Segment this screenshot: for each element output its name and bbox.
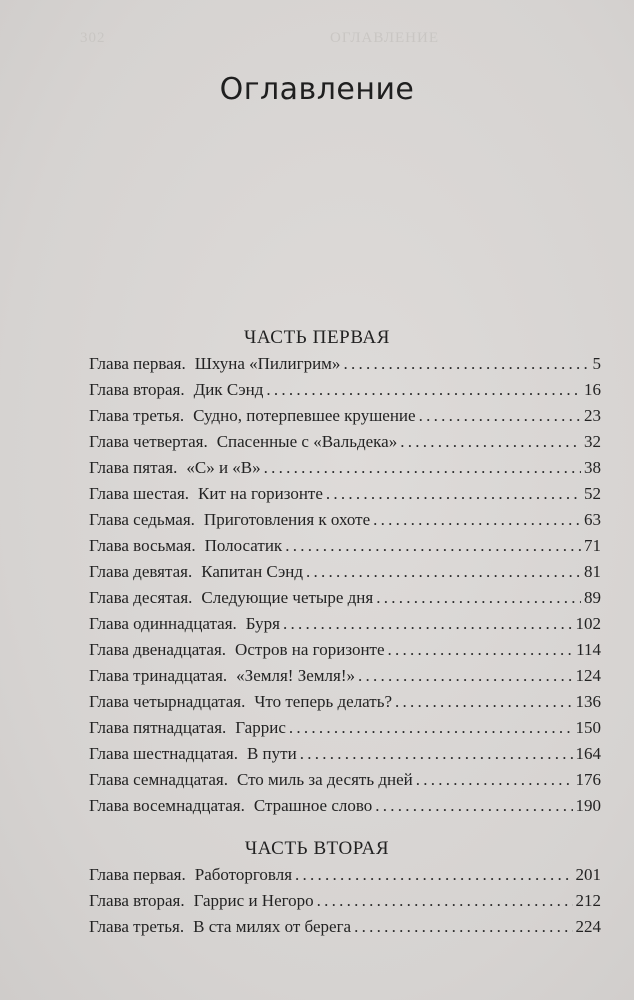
toc-entry[interactable] xyxy=(89,455,601,481)
bleed-through-header xyxy=(80,30,600,48)
toc-dot-leader xyxy=(283,611,573,637)
toc-dot-leader xyxy=(375,793,572,819)
toc-dot-leader xyxy=(326,481,581,507)
toc-page-number: 164 xyxy=(575,744,601,763)
toc-dot-leader xyxy=(376,585,581,611)
toc-entry[interactable] xyxy=(89,637,601,663)
toc-chapter-label: Глава четырнадцатая. xyxy=(89,692,246,711)
toc-dot-leader xyxy=(395,689,572,715)
toc-chapter-title: Гаррис xyxy=(235,718,286,737)
toc-chapter-title: В пути xyxy=(246,744,297,763)
toc-chapter-label: Глава семнадцатая. xyxy=(89,770,228,789)
toc-page-number: 212 xyxy=(575,891,601,910)
toc-entry[interactable] xyxy=(89,481,601,507)
toc-chapter-label: Глава одиннадцатая. xyxy=(89,614,237,633)
toc-page-number: 38 xyxy=(584,458,601,477)
toc-chapter-label: Глава первая. xyxy=(89,865,186,884)
page-title: Оглавление xyxy=(219,72,415,107)
part-two-toc xyxy=(89,862,601,940)
toc-chapter-label: Глава шестая. xyxy=(89,484,190,503)
toc-page-number: 136 xyxy=(575,692,601,711)
toc-page-number: 16 xyxy=(584,380,601,399)
toc-chapter-title: «С» и «В» xyxy=(186,458,261,477)
toc-chapter-label: Глава восьмая. xyxy=(89,536,196,555)
toc-dot-leader xyxy=(388,637,574,663)
toc-dot-leader xyxy=(317,888,573,914)
toc-entry[interactable] xyxy=(89,715,601,741)
toc-chapter-label: Глава восемнадцатая. xyxy=(89,796,245,815)
toc-chapter-label: Глава седьмая. xyxy=(89,510,195,529)
toc-entry[interactable] xyxy=(89,507,601,533)
toc-chapter-title: Судно, потерпевшее крушение xyxy=(193,406,416,425)
toc-entry[interactable] xyxy=(89,403,601,429)
toc-chapter-title: Что теперь делать? xyxy=(254,692,393,711)
toc-dot-leader xyxy=(306,559,581,585)
toc-entry[interactable] xyxy=(89,741,601,767)
toc-chapter-title: Страшное слово xyxy=(253,796,373,815)
toc-page-number: 71 xyxy=(584,536,601,555)
toc-chapter-label: Глава десятая. xyxy=(89,588,193,607)
toc-page-number: 5 xyxy=(592,354,601,373)
toc-chapter-title: Гаррис и Негоро xyxy=(193,891,314,910)
toc-chapter-title: Полосатик xyxy=(204,536,283,555)
toc-chapter-title: Спасенные с «Вальдека» xyxy=(216,432,398,451)
toc-dot-leader xyxy=(373,507,581,533)
toc-chapter-label: Глава вторая. xyxy=(89,891,185,910)
toc-entry[interactable] xyxy=(89,585,601,611)
toc-page-number: 124 xyxy=(575,666,601,685)
toc-entry[interactable] xyxy=(89,533,601,559)
bleed-through-running-head: ОГЛАВЛЕНИЕ xyxy=(330,30,439,46)
toc-dot-leader xyxy=(285,533,581,559)
toc-chapter-title: Остров на горизонте xyxy=(235,640,385,659)
toc-page-number: 63 xyxy=(584,510,601,529)
toc-dot-leader xyxy=(400,429,581,455)
toc-dot-leader xyxy=(289,715,573,741)
toc-entry[interactable] xyxy=(89,862,601,888)
toc-entry[interactable] xyxy=(89,611,601,637)
toc-dot-leader xyxy=(300,741,573,767)
toc-chapter-label: Глава девятая. xyxy=(89,562,193,581)
toc-page-number: 201 xyxy=(575,865,601,884)
toc-dot-leader xyxy=(295,862,572,888)
toc-chapter-title: В ста милях от берега xyxy=(193,917,352,936)
toc-page-number: 32 xyxy=(584,432,601,451)
toc-page-number: 150 xyxy=(575,718,601,737)
toc-dot-leader xyxy=(343,351,589,377)
toc-chapter-label: Глава пятнадцатая. xyxy=(89,718,227,737)
toc-chapter-label: Глава шестнадцатая. xyxy=(89,744,238,763)
toc-page-number: 23 xyxy=(584,406,601,425)
toc-page-number: 52 xyxy=(584,484,601,503)
toc-page-number: 114 xyxy=(576,640,601,659)
part-two-heading: ЧАСТЬ ВТОРАЯ xyxy=(244,838,390,859)
toc-entry[interactable] xyxy=(89,888,601,914)
toc-entry[interactable] xyxy=(89,351,601,377)
toc-entry[interactable] xyxy=(89,689,601,715)
part-one-heading: ЧАСТЬ ПЕРВАЯ xyxy=(243,327,391,348)
toc-entry[interactable] xyxy=(89,377,601,403)
toc-chapter-label: Глава первая. xyxy=(89,354,186,373)
toc-chapter-label: Глава вторая. xyxy=(89,380,185,399)
toc-page-number: 89 xyxy=(584,588,601,607)
toc-page-number: 81 xyxy=(584,562,601,581)
toc-chapter-title: Шхуна «Пилигрим» xyxy=(194,354,341,373)
toc-chapter-label: Глава пятая. xyxy=(89,458,178,477)
toc-entry[interactable] xyxy=(89,429,601,455)
toc-dot-leader xyxy=(416,767,573,793)
toc-entry[interactable] xyxy=(89,559,601,585)
toc-chapter-title: Капитан Сэнд xyxy=(201,562,304,581)
toc-entry[interactable] xyxy=(89,767,601,793)
part-one-toc xyxy=(89,351,601,819)
toc-chapter-title: Следующие четыре дня xyxy=(201,588,374,607)
toc-chapter-title: Сто миль за десять дней xyxy=(236,770,413,789)
toc-dot-leader xyxy=(354,914,572,940)
toc-chapter-title: Приготовления к охоте xyxy=(203,510,371,529)
toc-chapter-label: Глава двенадцатая. xyxy=(89,640,227,659)
toc-dot-leader xyxy=(419,403,581,429)
toc-entry[interactable] xyxy=(89,663,601,689)
toc-entry[interactable] xyxy=(89,914,601,940)
toc-dot-leader xyxy=(264,455,581,481)
toc-page-number: 190 xyxy=(575,796,601,815)
toc-dot-leader xyxy=(358,663,573,689)
toc-page-number: 176 xyxy=(575,770,601,789)
toc-page-number: 224 xyxy=(575,917,601,936)
toc-chapter-label: Глава четвертая. xyxy=(89,432,208,451)
toc-chapter-label: Глава третья. xyxy=(89,406,185,425)
toc-entry[interactable] xyxy=(89,793,601,819)
toc-chapter-title: «Земля! Земля!» xyxy=(236,666,355,685)
toc-chapter-title: Буря xyxy=(245,614,280,633)
bleed-through-page-number: 302 xyxy=(80,30,106,46)
toc-chapter-label: Глава третья. xyxy=(89,917,185,936)
toc-page-number: 102 xyxy=(575,614,601,633)
toc-chapter-title: Кит на горизонте xyxy=(198,484,323,503)
toc-chapter-title: Дик Сэнд xyxy=(193,380,264,399)
toc-dot-leader xyxy=(266,377,581,403)
toc-chapter-label: Глава тринадцатая. xyxy=(89,666,228,685)
toc-chapter-title: Работорговля xyxy=(194,865,293,884)
